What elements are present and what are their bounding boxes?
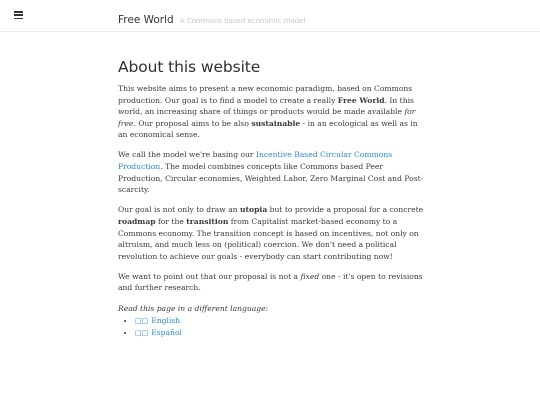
model-link[interactable]: Incentive Based Circular Commons Production [118,150,393,172]
text: We call the model we're basing our [118,150,256,160]
language-heading: Read this page in a different language: [118,303,269,313]
intro-paragraph [118,83,428,141]
model-paragraph [118,149,428,195]
language-link-english[interactable] [135,316,180,325]
emphasis-utopia: utopia [240,205,268,215]
list-item [135,315,428,327]
flag-icon: □□ [135,329,149,338]
site-tagline: A Commons based economic model [179,17,306,25]
text: . The model combines concepts like Commons based Peer Production, Circular economies, Weighted Labor, Zero Marginal Cost and Post-scarcity. [118,162,424,195]
text: This website aims to present a new economic paradigm, based on Commons production. Our goal is to find a model to create a really [118,84,413,105]
top-navbar [0,0,540,32]
text: for the [155,216,187,226]
emphasis-for-free: for free [118,107,416,128]
language-label: English [151,316,181,326]
text: . In this world, an increasing share of things or products would be made available [118,95,414,117]
emphasis-free-world: Free World [337,95,385,105]
text: We want to point out that our proposal is not a [118,271,301,281]
main-content [118,57,428,339]
emphasis-transition: transition [186,216,229,226]
goal-paragraph [118,204,428,262]
language-list [118,315,428,339]
emphasis-roadmap: roadmap [118,216,156,226]
text: . Our proposal aims to be also [133,118,252,128]
emphasis-fixed: fixed [300,271,320,281]
list-item [135,327,428,339]
emphasis-sustainable: sustainable [251,118,301,128]
text: from Capitalist market-based economy to a Commons economy. The transition concept is based on incentives, not only on altruism, and much less on (political) coercion. We don't need a political revolution to achieve our goals - everybody can start contributing now! [118,216,419,261]
hamburger-menu-icon[interactable] [14,11,23,19]
flag-icon: □□ [135,317,149,326]
text: - in an ecological as well as in an economical sense. [118,118,418,140]
site-brand [118,8,305,27]
language-label: Español [151,328,182,338]
page-title: About this website [118,58,261,76]
text: Our goal is not only to draw an [118,205,241,215]
text: but to provide a proposal for a concrete [267,205,424,215]
text: one - it's open to revisions and further research. [118,271,423,293]
site-title-link[interactable]: Free World [118,14,174,26]
openness-paragraph [118,271,428,294]
language-link-espanol[interactable] [135,328,182,337]
